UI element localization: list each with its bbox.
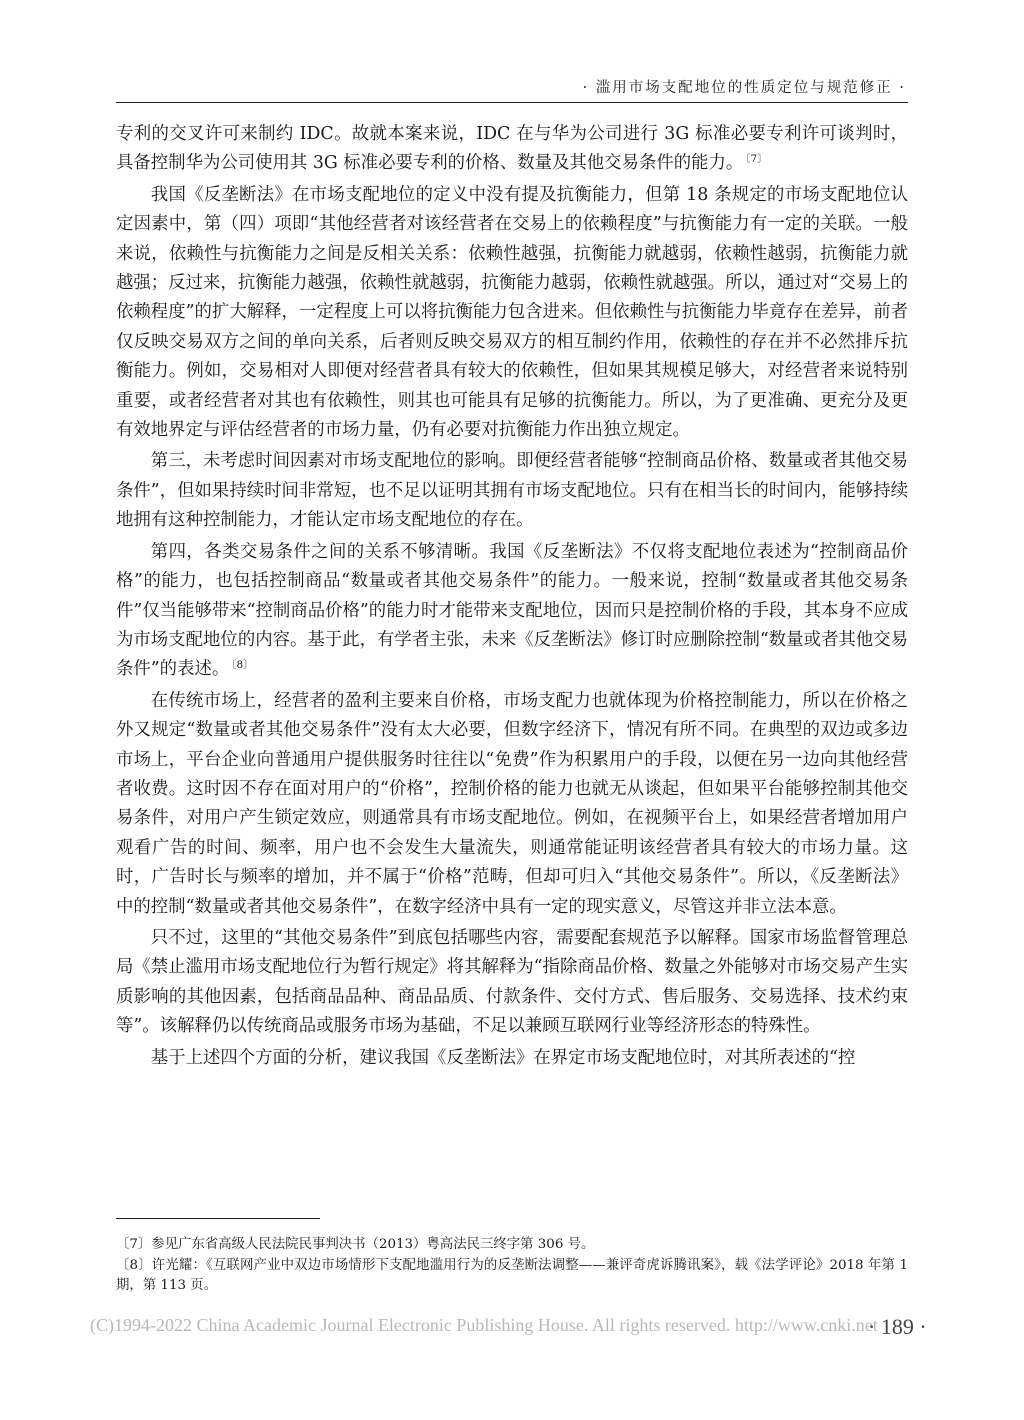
paragraph-text: 我国《反垄断法》在市场支配地位的定义中没有提及抗衡能力，但第 18 条规定的市场支配地位认定因素中，第（四）项即“其他经营者对该经营者在交易上的依赖程度”与抗衡能力有一定的关联。一般来说，依赖性与抗衡能力之间是反相关关系：依赖性越强，抗衡能力就越弱，依赖性越弱，抗衡能力就越强；反过来，抗衡能力越强，依赖性就越弱，抗衡能力越弱，依赖性就越强。所以，通过对“交易上的依赖程度”的扩大解释，一定程度上可以将抗衡能力包含进来。但依赖性与抗衡能力毕竟存在差异，前者仅反映交易双方之间的单向关系，后者则反映交易双方的相互制约作用，依赖性的存在并不必然排斥抗衡能力。例如，交易相对人即便对经营者具有较大的依赖性，但如果其规模足够大，对经营者来说特别重要，或者经营者对其也有依赖性，则其也可能具有足够的抗衡能力。所以，为了更准确、更充分及更有效地界定与评估经营者的市场力量，仍有必要对抗衡能力作出独立规定。	[116, 184, 908, 441]
paragraph	[116, 687, 908, 922]
footnote-ref[interactable]: 〔7〕	[745, 152, 768, 165]
paragraph	[116, 120, 908, 179]
footnote-8: 〔8〕许光耀：《互联网产业中双边市场情形下支配地滥用行为的反垄断法调整——兼评奇虎诉腾讯案》，载《法学评论》2018 年第 1 期，第 113 页。	[116, 1257, 908, 1293]
paragraph-text: 基于上述四个方面的分析，建议我国《反垄断法》在界定市场支配地位时，对其所表述的“控	[150, 1047, 856, 1068]
footnotes	[116, 1235, 908, 1297]
paragraph	[116, 924, 908, 1042]
paragraph-text: 专利的交叉许可来制约 IDC。故就本案来说，IDC 在与华为公司进行 3G 标准必要专利许可谈判时，具备控制华为公司使用其 3G 标准必要专利的价格、数量及其他交易条件的能力。	[116, 124, 908, 174]
paragraph-text: 只不过，这里的“其他交易条件”到底包括哪些内容，需要配套规范予以解释。国家市场监督管理总局《禁止滥用市场支配地位行为暂行规定》将其解释为“指除商品价格、数量之外能够对市场交易产生实质影响的其他因素，包括商品品种、商品品质、付款条件、交付方式、售后服务、交易选择、技术约束等”。该解释仍以传统商品或服务市场为基础，不足以兼顾互联网行业等经济形态的特殊性。	[116, 927, 908, 1037]
footnote-ref[interactable]: 〔8〕	[231, 658, 254, 671]
copyright-watermark: (C)1994-2022 China Academic Journal Electronic Publishing House. All rights reserved. http://www.cnki.net	[90, 1315, 878, 1335]
running-header-title: · 滥用市场支配地位的性质定位与规范修正 ·	[582, 80, 906, 96]
paragraph	[116, 1044, 908, 1073]
article-body	[116, 120, 908, 1075]
footnote-divider	[116, 1218, 320, 1219]
paragraph-text: 第四，各类交易条件之间的关系不够清晰。我国《反垄断法》不仅将支配地位表述为“控制商品价格”的能力，也包括控制商品“数量或者其他交易条件”的能力。一般来说，控制“数量或者其他交易条件”仅当能够带来“控制商品价格”的能力时才能带来支配地位，因而只是控制价格的手段，其本身不应成为市场支配地位的内容。基于此，有学者主张，未来《反垄断法》修订时应删除控制“数量或者其他交易条件”的表述。	[116, 541, 908, 680]
paragraph	[116, 538, 908, 685]
paragraph-text: 在传统市场上，经营者的盈利主要来自价格，市场支配力也就体现为价格控制能力，所以在价格之外又规定“数量或者其他交易条件”没有太大必要，但数字经济下，情况有所不同。在典型的双边或多边市场上，平台企业向普通用户提供服务时往往以“免费”作为积累用户的手段，以便在另一边向其他经营者收费。这时因不存在面对用户的“价格”，控制价格的能力也就无从谈起，但如果平台能够控制其他交易条件，对用户产生锁定效应，则通常具有市场支配地位。例如，在视频平台上，如果经营者增加用户观看广告的时间、频率，用户也不会发生大量流失，则通常能证明该经营者具有较大的市场力量。这时，广告时长与频率的增加，并不属于“价格”范畴，但却可归入“其他交易条件”。所以，《反垄断法》中的控制“数量或者其他交易条件”，在数字经济中具有一定的现实意义，尽管这并非立法本意。	[116, 690, 908, 917]
running-header	[116, 62, 908, 103]
paragraph	[116, 447, 908, 535]
page-number: · 189 ·	[868, 1314, 927, 1339]
paragraph	[116, 181, 908, 446]
paragraph-text: 第三，未考虑时间因素对市场支配地位的影响。即便经营者能够“控制商品价格、数量或者其他交易条件”，但如果持续时间非常短，也不足以证明其拥有市场支配地位。只有在相当长的时间内，能够持续地拥有这种控制能力，才能认定市场支配地位的存在。	[116, 451, 908, 531]
footnote-7: 〔7〕参见广东省高级人民法院民事判决书（2013）粤高法民三终字第 306 号。	[116, 1237, 595, 1252]
